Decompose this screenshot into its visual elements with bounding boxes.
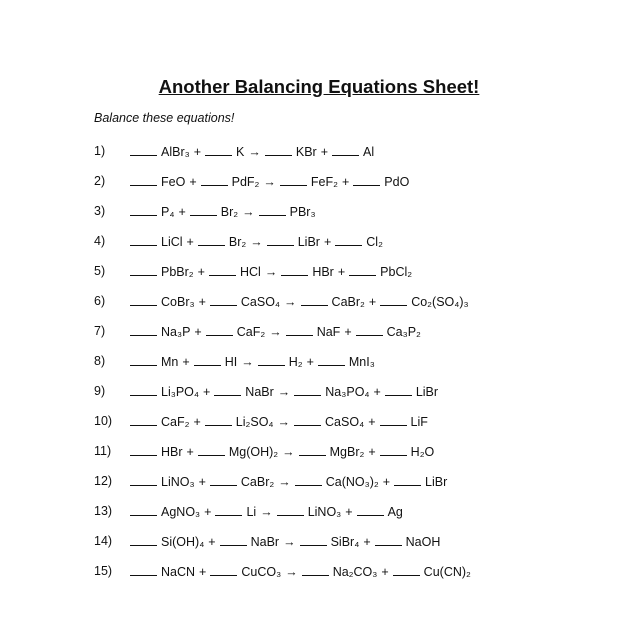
equation-row [0, 384, 638, 414]
plus-sign: + [186, 235, 194, 249]
product: Cu(CN)₂ [423, 565, 471, 579]
coefficient-blank[interactable] [258, 354, 285, 366]
equation-body [130, 444, 438, 459]
equation-row [0, 414, 638, 444]
equation-body [130, 204, 320, 219]
equation-body [130, 294, 473, 309]
plus-sign: + [363, 535, 371, 549]
plus-sign: + [197, 265, 205, 279]
coefficient-blank[interactable] [335, 234, 362, 246]
plus-sign: + [306, 355, 314, 369]
equation-body [130, 174, 413, 189]
equation-number: 8) [94, 354, 106, 368]
reactant: HCl [239, 265, 261, 279]
equation-number: 13) [94, 504, 113, 518]
equation-body [130, 264, 416, 279]
equation-number: 4) [94, 234, 106, 248]
product: Na₃PO₄ [325, 385, 370, 399]
coefficient-blank[interactable] [277, 504, 304, 516]
product: HBr [312, 265, 334, 279]
reactant: NaBr [245, 385, 274, 399]
arrow-icon: → [282, 445, 295, 459]
equation-body [130, 414, 432, 429]
page-title: Another Balancing Equations Sheet! [158, 76, 480, 97]
reactant: FeO [161, 175, 186, 189]
reactant: CaF₂ [161, 415, 190, 429]
product: Al [363, 145, 375, 159]
reactant: CaF₂ [236, 325, 266, 339]
plus-sign: + [193, 145, 202, 159]
equation-body [130, 504, 407, 519]
reactant: NaBr [250, 535, 280, 549]
equation-row [0, 474, 638, 504]
coefficient-blank[interactable] [394, 474, 421, 486]
coefficient-blank[interactable] [301, 294, 328, 306]
product: PBr₃ [289, 205, 316, 219]
reactant: LiNO₃ [161, 475, 195, 489]
product: Ca(NO₃)₂ [325, 475, 379, 489]
equation-row [0, 354, 638, 384]
plus-sign: + [186, 445, 194, 459]
coefficient-blank[interactable] [130, 534, 157, 546]
coefficient-blank[interactable] [385, 384, 412, 396]
product: KBr [295, 145, 317, 159]
coefficient-blank[interactable] [353, 174, 380, 186]
coefficient-blank[interactable] [294, 384, 321, 396]
coefficient-blank[interactable] [380, 414, 407, 426]
equation-number: 9) [94, 384, 106, 398]
plus-sign: + [381, 565, 389, 579]
equation-body [130, 234, 387, 249]
instructions: Balance these equations! [94, 111, 235, 125]
equation-number: 10) [94, 414, 113, 428]
arrow-icon: → [284, 295, 297, 309]
coefficient-blank[interactable] [380, 444, 407, 456]
equation-body [130, 354, 379, 369]
equation-row [0, 444, 638, 474]
arrow-icon: → [242, 205, 255, 219]
coefficient-blank[interactable] [205, 144, 232, 156]
reactant: NaCN [161, 565, 196, 579]
coefficient-blank[interactable] [130, 504, 157, 516]
equation-number: 1) [94, 144, 106, 158]
product: H₂O [410, 445, 435, 459]
arrow-icon: → [285, 565, 298, 579]
arrow-icon: → [277, 415, 291, 429]
coefficient-blank[interactable] [286, 324, 313, 336]
coefficient-blank[interactable] [130, 384, 157, 396]
coefficient-blank[interactable] [220, 534, 247, 546]
reactant: PbBr₂ [161, 265, 194, 279]
reactant: PdF₂ [231, 175, 260, 189]
equation-number: 5) [94, 264, 106, 278]
arrow-icon: → [277, 385, 291, 399]
arrow-icon: → [248, 145, 261, 159]
plus-sign: + [320, 145, 329, 159]
product: Ca₃P₂ [386, 325, 421, 339]
equation-body [130, 474, 451, 489]
arrow-icon: → [250, 235, 263, 249]
plus-sign: + [198, 295, 206, 309]
equation-number: 2) [94, 174, 106, 188]
equation-number: 7) [94, 324, 106, 338]
equation-body [130, 384, 442, 399]
equation-row [0, 294, 638, 324]
plus-sign: + [198, 475, 206, 489]
product: H₂ [288, 355, 303, 369]
coefficient-blank[interactable] [130, 474, 157, 486]
plus-sign: + [368, 445, 376, 459]
coefficient-blank[interactable] [130, 444, 157, 456]
coefficient-blank[interactable] [190, 204, 217, 216]
plus-sign: + [193, 415, 201, 429]
coefficient-blank[interactable] [215, 504, 242, 516]
equation-row [0, 504, 638, 534]
coefficient-blank[interactable] [280, 174, 307, 186]
reactant: K [236, 145, 245, 159]
coefficient-blank[interactable] [332, 144, 359, 156]
coefficient-blank[interactable] [210, 294, 237, 306]
equation-row [0, 144, 638, 174]
product: SiBr₄ [330, 535, 360, 549]
arrow-icon: → [263, 175, 276, 189]
reactant: CaBr₂ [240, 475, 275, 489]
reactant: AgNO₃ [161, 505, 201, 519]
product: LiF [410, 415, 428, 429]
coefficient-blank[interactable] [294, 414, 321, 426]
coefficient-blank[interactable] [214, 384, 241, 396]
coefficient-blank[interactable] [380, 294, 407, 306]
reactant: Mn [161, 355, 179, 369]
reactant: P₄ [161, 205, 175, 219]
reactant: HI [224, 355, 238, 369]
equation-number: 12) [94, 474, 113, 488]
coefficient-blank[interactable] [198, 444, 225, 456]
coefficient-blank[interactable] [130, 234, 157, 246]
product: PbCl₂ [380, 265, 413, 279]
equation-row [0, 324, 638, 354]
equation-row [0, 174, 638, 204]
equation-number: 15) [94, 564, 113, 578]
plus-sign: + [382, 475, 391, 489]
product: LiBr [425, 475, 448, 489]
product: CaSO₄ [325, 415, 365, 429]
product: MgBr₂ [329, 445, 365, 459]
equation-list [0, 144, 638, 594]
reactant: AlBr₃ [161, 145, 190, 159]
plus-sign: + [345, 505, 353, 519]
equation-row [0, 234, 638, 264]
equation-body [130, 564, 475, 579]
equation-row [0, 204, 638, 234]
reactant: Li [246, 505, 257, 519]
plus-sign: + [337, 265, 346, 279]
reactant: HBr [161, 445, 183, 459]
coefficient-blank[interactable] [259, 204, 286, 216]
equation-body [130, 324, 425, 339]
equation-row [0, 564, 638, 594]
coefficient-blank[interactable] [206, 324, 233, 336]
product: Cl₂ [366, 235, 383, 249]
reactant: Li₃PO₄ [161, 385, 199, 399]
equation-number: 6) [94, 294, 106, 308]
coefficient-blank[interactable] [393, 564, 420, 576]
coefficient-blank[interactable] [356, 324, 383, 336]
coefficient-blank[interactable] [210, 564, 237, 576]
arrow-icon: → [260, 505, 273, 519]
arrow-icon: → [269, 325, 282, 339]
reactant: Mg(OH)₂ [228, 445, 279, 459]
plus-sign: + [368, 295, 377, 309]
reactant: Br₂ [228, 235, 247, 249]
plus-sign: + [202, 385, 211, 399]
plus-sign: + [194, 325, 202, 339]
arrow-icon: → [264, 265, 278, 279]
coefficient-blank[interactable] [281, 264, 308, 276]
coefficient-blank[interactable] [130, 204, 157, 216]
product: LiBr [415, 385, 439, 399]
reactant: CoBr₃ [161, 295, 195, 309]
product: LiNO₃ [307, 505, 342, 519]
equation-body [130, 534, 444, 549]
plus-sign: + [323, 235, 332, 249]
reactant: Br₂ [220, 205, 239, 219]
coefficient-blank[interactable] [130, 324, 157, 336]
reactant: CuCO₃ [241, 565, 282, 579]
plus-sign: + [204, 505, 212, 519]
arrow-icon: → [241, 355, 254, 369]
coefficient-blank[interactable] [210, 474, 237, 486]
equation-number: 3) [94, 204, 106, 218]
reactant: Si(OH)₄ [161, 535, 205, 549]
product: Co₂(SO₄)₃ [411, 295, 469, 309]
product: NaOH [405, 535, 441, 549]
reactant: CaSO₄ [240, 295, 281, 309]
coefficient-blank[interactable] [375, 534, 402, 546]
plus-sign: + [341, 175, 350, 189]
coefficient-blank[interactable] [201, 174, 228, 186]
coefficient-blank[interactable] [198, 234, 225, 246]
equation-row [0, 534, 638, 564]
plus-sign: + [373, 385, 381, 399]
coefficient-blank[interactable] [209, 264, 236, 276]
product: MnI₃ [348, 355, 375, 369]
product: Na₂CO₃ [332, 565, 378, 579]
coefficient-blank[interactable] [130, 564, 157, 576]
equation-number: 14) [94, 534, 113, 548]
plus-sign: + [199, 565, 207, 579]
coefficient-blank[interactable] [357, 504, 384, 516]
coefficient-blank[interactable] [194, 354, 221, 366]
plus-sign: + [182, 355, 190, 369]
arrow-icon: → [278, 475, 291, 489]
plus-sign: + [208, 535, 216, 549]
product: NaF [316, 325, 341, 339]
plus-sign: + [344, 325, 352, 339]
coefficient-blank[interactable] [130, 294, 157, 306]
coefficient-blank[interactable] [130, 354, 157, 366]
coefficient-blank[interactable] [300, 534, 327, 546]
coefficient-blank[interactable] [130, 174, 157, 186]
equation-number: 11) [94, 444, 112, 458]
product: LiBr [297, 235, 320, 249]
plus-sign: + [368, 415, 376, 429]
coefficient-blank[interactable] [349, 264, 376, 276]
product: CaBr₂ [331, 295, 365, 309]
equation-body [130, 144, 378, 159]
equation-row [0, 264, 638, 294]
coefficient-blank[interactable] [295, 474, 322, 486]
coefficient-blank[interactable] [130, 264, 157, 276]
coefficient-blank[interactable] [267, 234, 294, 246]
arrow-icon: → [283, 535, 296, 549]
reactant: Li₂SO₄ [235, 415, 274, 429]
plus-sign: + [189, 175, 197, 189]
reactant: Na₃P [161, 325, 191, 339]
product: FeF₂ [310, 175, 338, 189]
reactant: LiCl [161, 235, 183, 249]
product: Ag [387, 505, 403, 519]
coefficient-blank[interactable] [318, 354, 345, 366]
coefficient-blank[interactable] [265, 144, 292, 156]
coefficient-blank[interactable] [130, 414, 157, 426]
plus-sign: + [178, 205, 186, 219]
coefficient-blank[interactable] [302, 564, 329, 576]
product: PdO [384, 175, 410, 189]
coefficient-blank[interactable] [130, 144, 157, 156]
coefficient-blank[interactable] [205, 414, 232, 426]
coefficient-blank[interactable] [299, 444, 326, 456]
